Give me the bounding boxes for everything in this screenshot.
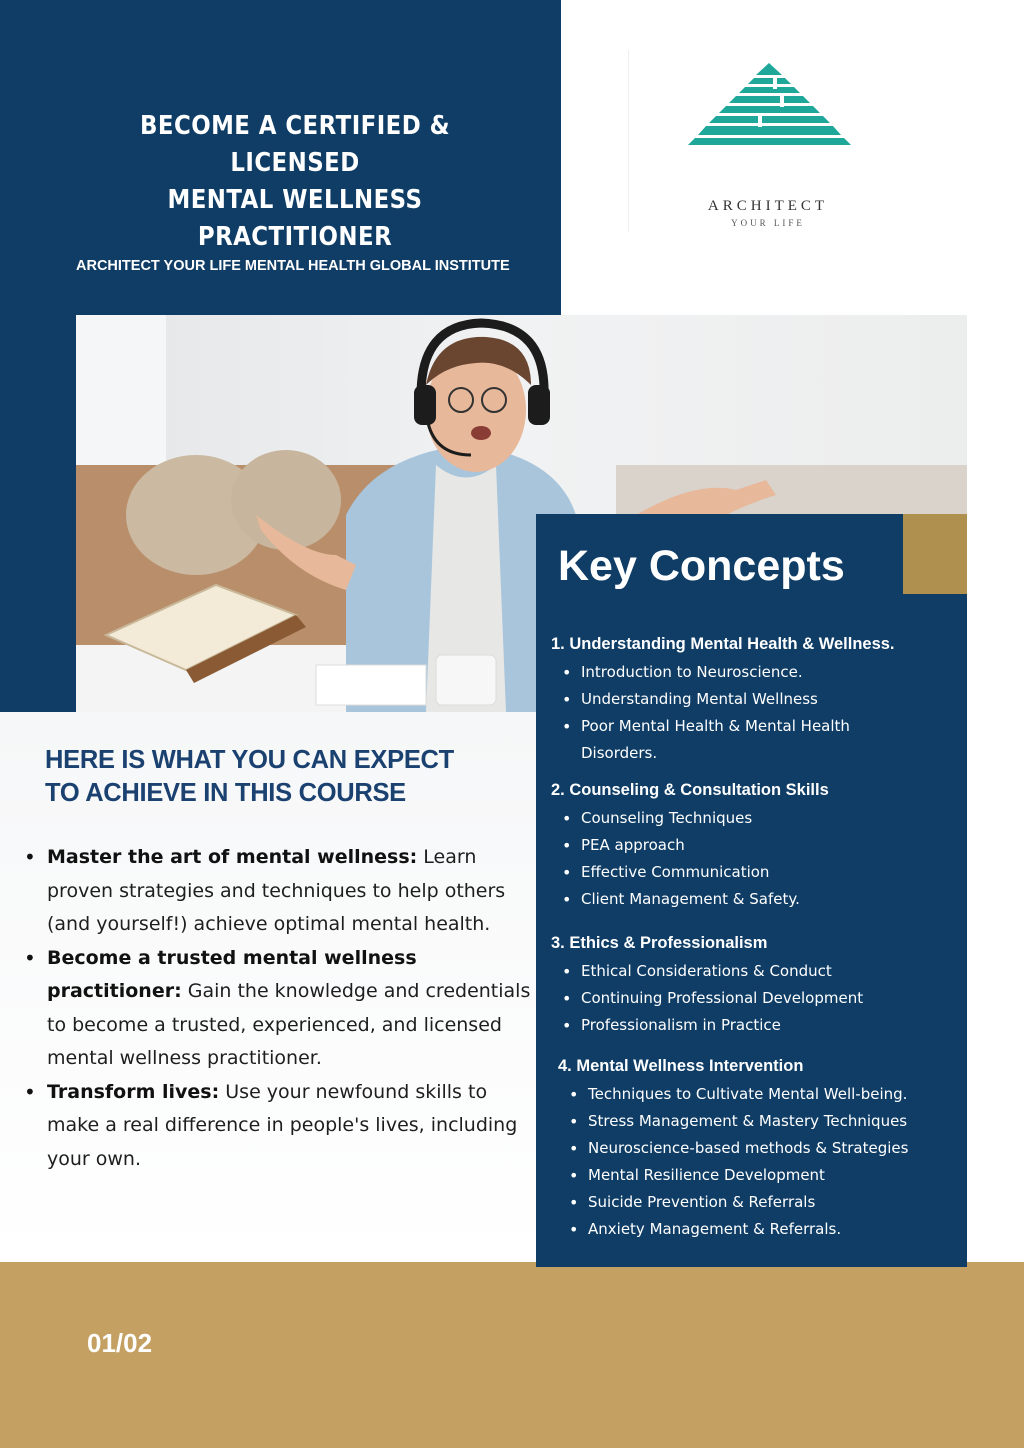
logo-wordmark: ARCHITECT <box>707 198 829 214</box>
institute-name: ARCHITECT YOUR LIFE MENTAL HEALTH GLOBAL INSTITUTE <box>76 258 510 274</box>
concept-item: • Introduction to Neuroscience. <box>552 659 952 686</box>
page-title <box>88 108 502 256</box>
key-concepts-title: Key Concepts <box>558 542 845 590</box>
concept-item: • Poor Mental Health & Mental Health Disorders. <box>552 713 881 767</box>
expectations-list <box>20 841 535 1176</box>
concept-section-list <box>552 659 952 767</box>
concept-item: • Neuroscience-based methods & Strategies <box>559 1135 964 1162</box>
logo-divider <box>628 50 629 232</box>
concept-item: • Professionalism in Practice <box>552 1012 952 1039</box>
title-line-1: BECOME A CERTIFIED & LICENSED <box>140 111 450 178</box>
concept-item: • Ethical Considerations & Conduct <box>552 958 952 985</box>
expectation-item-bold: Master the art of mental wellness: <box>47 846 418 868</box>
concept-item: • Stress Management & Mastery Techniques <box>559 1108 964 1135</box>
concept-section-heading: 1. Understanding Mental Health & Wellness. <box>551 635 895 653</box>
concept-section-heading: 2. Counseling & Consultation Skills <box>551 781 829 799</box>
expectation-item <box>20 942 535 1076</box>
expectation-item <box>20 1076 535 1177</box>
concept-item: • Continuing Professional Development <box>552 985 952 1012</box>
concept-item: • Effective Communication <box>552 859 952 886</box>
concept-item: • PEA approach <box>552 832 952 859</box>
concept-section-heading: 4. Mental Wellness Intervention <box>558 1057 804 1075</box>
concept-item: • Suicide Prevention & Referrals <box>559 1189 964 1216</box>
concept-item: • Understanding Mental Wellness <box>552 686 952 713</box>
expectation-item <box>20 841 535 942</box>
expectation-item-text: Learn proven strategies and techniques to help others (and yourself!) achieve optimal mental health. <box>47 846 506 935</box>
expectations-heading <box>45 744 454 810</box>
expectations-heading-line-2: TO ACHIEVE IN THIS COURSE <box>45 779 406 807</box>
concept-section-list <box>552 805 952 913</box>
expectation-item-bold: Become a trusted mental wellness practitioner: <box>47 946 417 1002</box>
expectation-item-bold: Transform lives: <box>47 1080 220 1103</box>
title-line-2: MENTAL WELLNESS PRACTITIONER <box>167 185 423 252</box>
concept-item: • Techniques to Cultivate Mental Well-being. <box>559 1081 964 1108</box>
footer-band <box>0 1262 1024 1448</box>
concept-item: • Mental Resilience Development <box>559 1162 964 1189</box>
concept-section-heading: 3. Ethics & Professionalism <box>551 934 768 952</box>
logo-tagline: YOUR LIFE <box>731 218 805 228</box>
expectations-heading-line-1: HERE IS WHAT YOU CAN EXPECT <box>45 746 454 774</box>
page-number: 01/02 <box>87 1328 153 1358</box>
expectation-item-text: Use your newfound skills to make a real difference in people's lives, including your own. <box>47 1080 518 1170</box>
pyramid-logo-icon <box>640 55 900 245</box>
concept-item: • Client Management & Safety. <box>552 886 952 913</box>
accent-square <box>903 514 967 594</box>
concept-section-list <box>552 958 952 1039</box>
expectation-item-text: Gain the knowledge and credentials to become a trusted, experienced, and licensed mental wellness practitioner. <box>47 980 531 1069</box>
concept-section-list <box>559 1081 964 1243</box>
concept-item: • Counseling Techniques <box>552 805 952 832</box>
concept-item: • Anxiety Management & Referrals. <box>559 1216 964 1243</box>
